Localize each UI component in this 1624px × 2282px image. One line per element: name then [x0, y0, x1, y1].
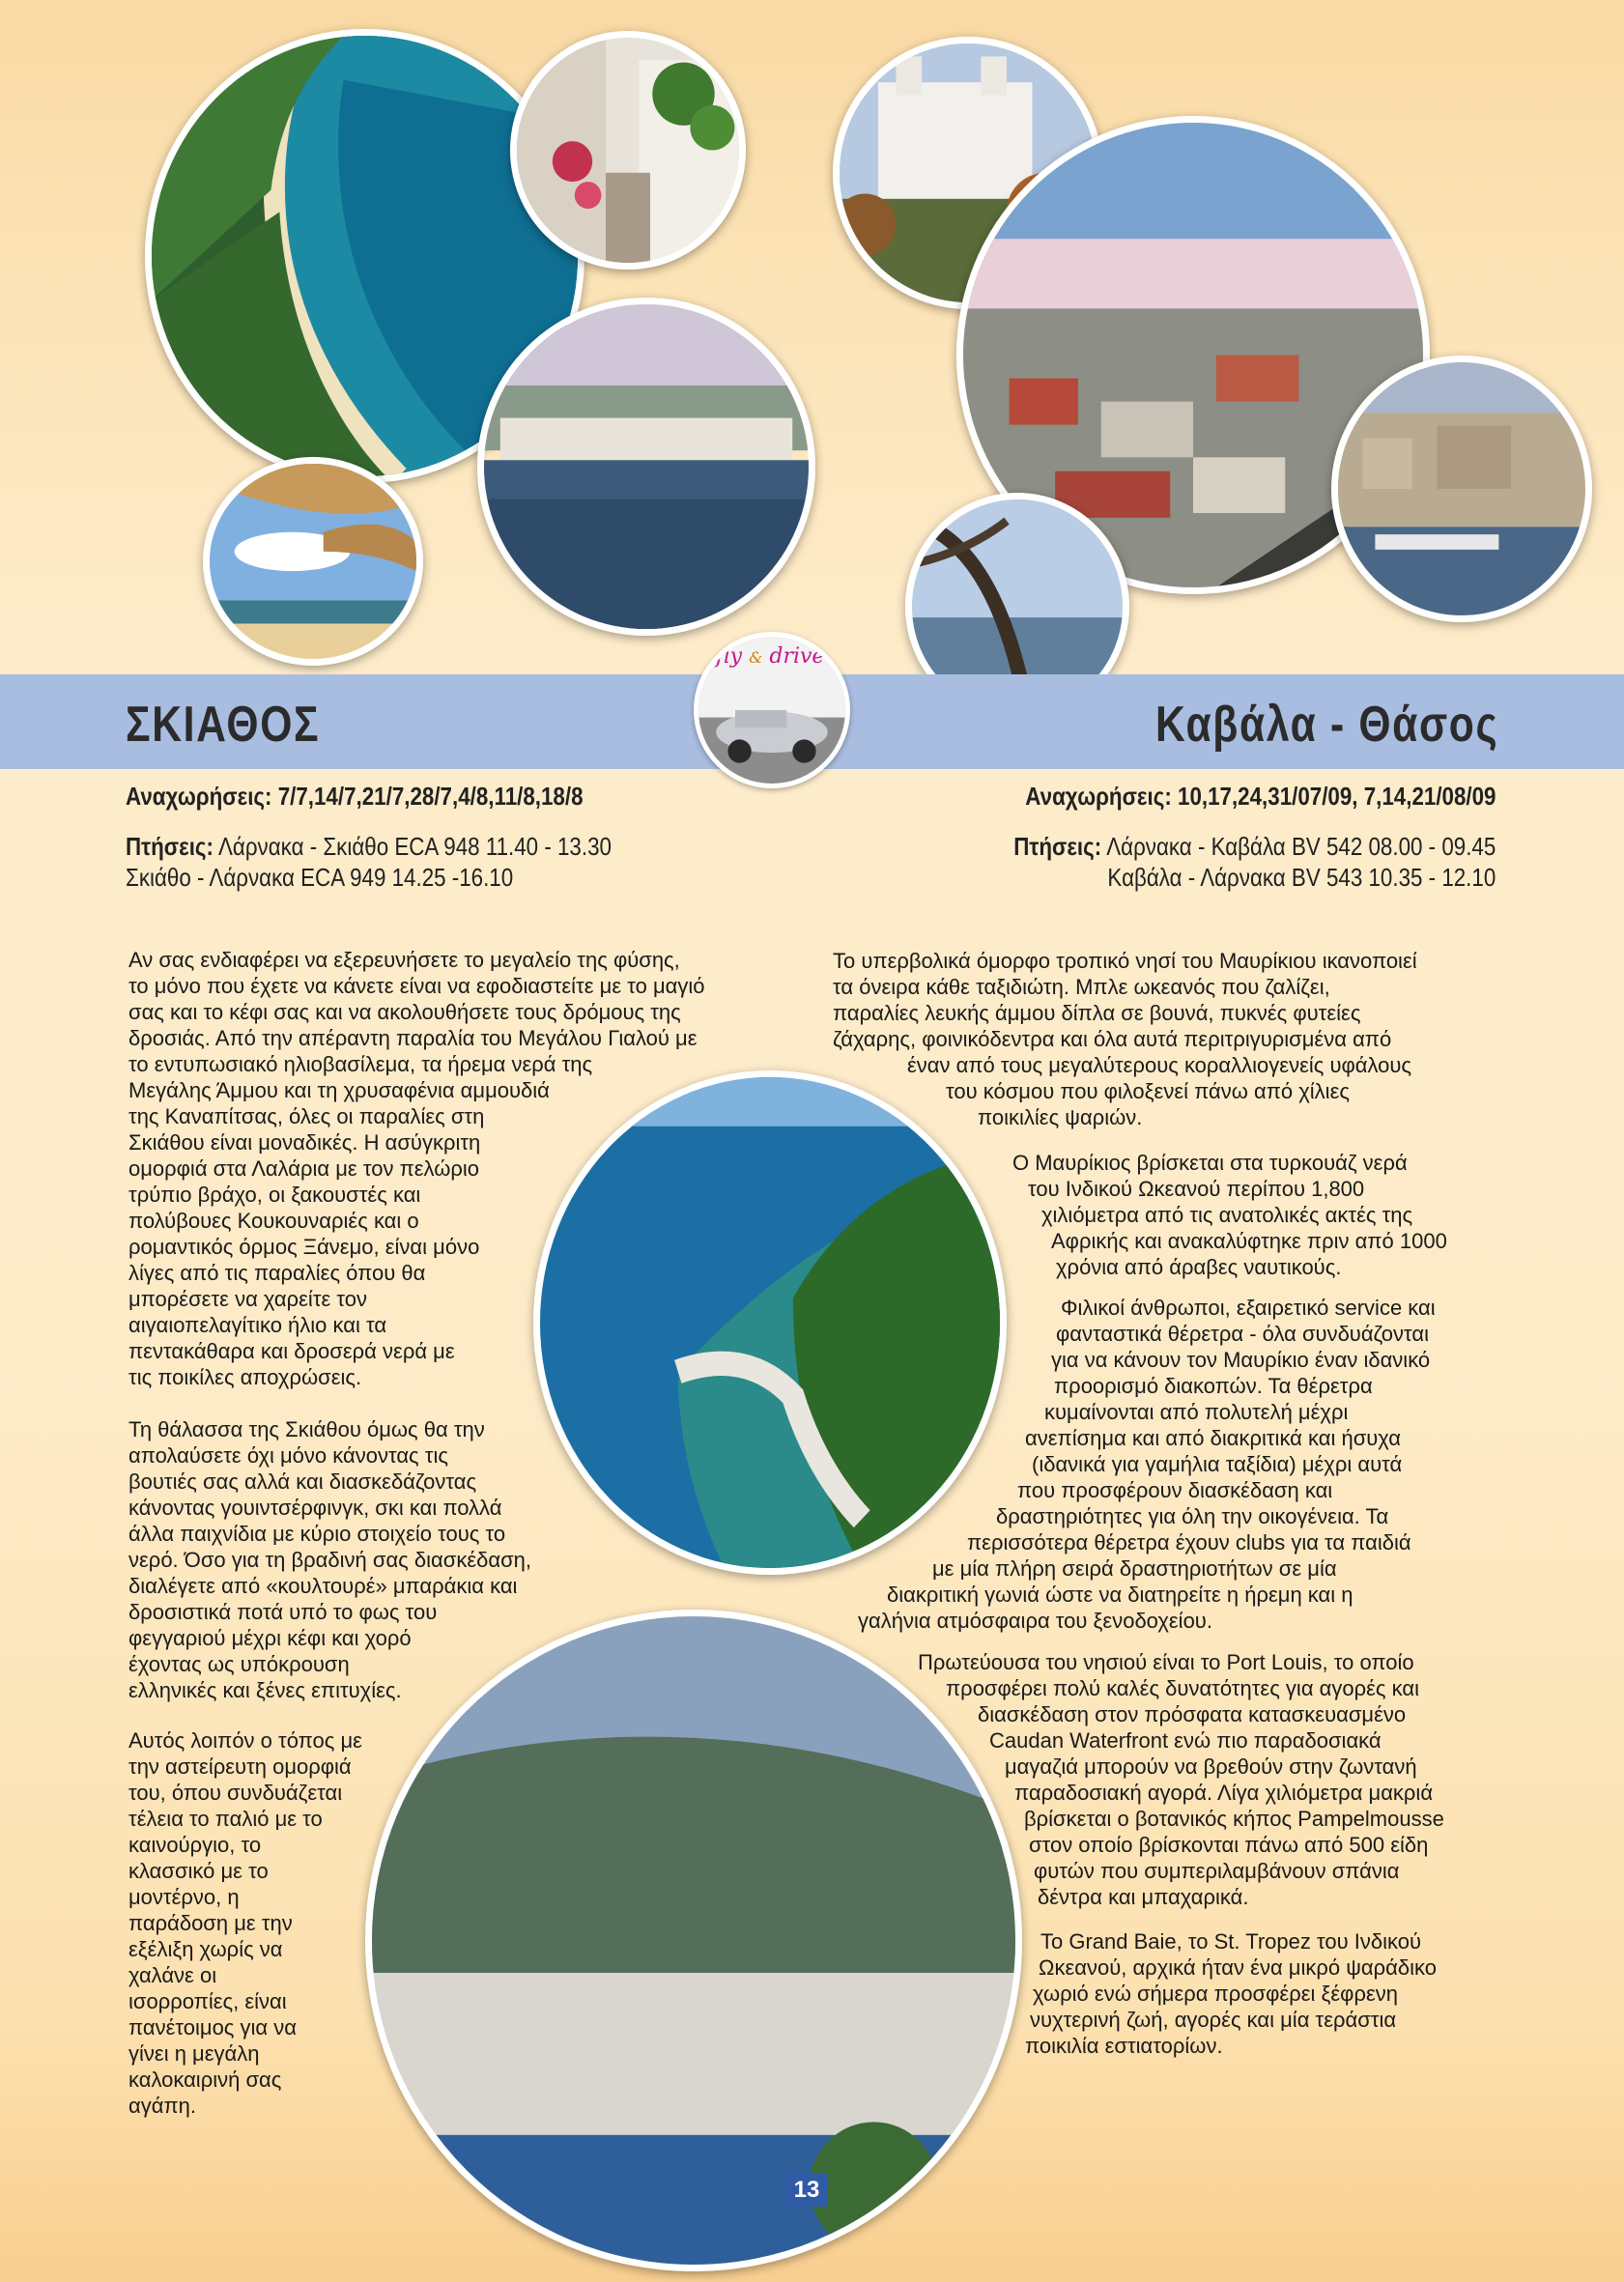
- text-line: παράδοση με την: [128, 1911, 293, 1935]
- text-line: Σκιάθου είναι μοναδικές. Η ασύγκριτη: [128, 1130, 481, 1155]
- text-line: ποικιλία εστιατορίων.: [1025, 2034, 1223, 2058]
- logo-ampersand: &: [749, 648, 763, 667]
- text-line: δροσιάς. Από την απέραντη παραλία του Μεγάλου Γιαλού με: [128, 1026, 698, 1050]
- text-line: άλλα παιχνίδια με κύριο στοιχείο τους το: [128, 1522, 506, 1546]
- text-line: Το υπερβολικά όμορφο τροπικό νησί του Μαυρίκιου ικανοποιεί: [833, 949, 1417, 973]
- text-line: διαλέγετε από «κουλτουρέ» μπαράκια και: [128, 1574, 518, 1598]
- text-line: έναν από τους μεγαλύτερους κοραλλιογενείς υφάλους: [907, 1053, 1412, 1077]
- logo-word-fly: fly: [716, 644, 743, 669]
- text-line: Πρωτεύουσα του νησιού είναι το Port Louis, το οποίο: [918, 1650, 1414, 1674]
- text-line: χρόνια από άραβες ναυτικούς.: [1056, 1255, 1342, 1279]
- text-line: φεγγαριού μέχρι κέφι και χορό: [128, 1626, 412, 1650]
- text-line: Μεγάλης Άμμου και τη χρυσαφένια αμμουδιά: [128, 1078, 550, 1102]
- text-line: πανέτοιμος για να: [128, 2015, 297, 2040]
- mauritius-paragraph-5: [1024, 1928, 1437, 2059]
- mauritius-paragraph-1: [833, 948, 1417, 1130]
- text-line: Αφρικής και ανακαλύφτηκε πριν από 1000: [1051, 1229, 1447, 1253]
- text-line: για να κάνουν τον Μαυρίκιο έναν ιδανικό: [1051, 1348, 1431, 1372]
- text-line: ζάχαρης, φοινικόδεντρα και όλα αυτά περιτριγυρισμένα από: [833, 1027, 1392, 1051]
- flight-outbound: Λάρνακα - Καβάλα BV 542 08.00 - 09.45: [1105, 832, 1496, 861]
- text-line: Caudan Waterfront ενώ πιο παραδοσιακά: [989, 1728, 1382, 1753]
- text-line: χιλιόμετρα από τις ανατολικές ακτές της: [1041, 1203, 1413, 1227]
- text-line: πολύβουες Κουκουναριές και ο: [128, 1209, 419, 1233]
- text-line: Τη θάλασσα της Σκιάθου όμως θα την: [128, 1417, 485, 1441]
- mauritius-paragraph-4: [918, 1649, 1444, 1910]
- text-line: τέλεια το παλιό με το: [128, 1807, 323, 1831]
- skiathos-paragraph-3: [128, 1727, 362, 2119]
- text-line: γαλήνια ατμόσφαιρα του ξενοδοχείου.: [858, 1609, 1212, 1633]
- flight-return: Σκιάθο - Λάρνακα ECA 949 14.25 -16.10: [126, 863, 514, 892]
- text-line: του, όπου συνδυάζεται: [128, 1781, 343, 1805]
- text-line: Το Grand Baie, το St. Tropez του Ινδικού: [1040, 1929, 1421, 1954]
- text-line: Ωκεανού, αρχικά ήταν ένα μικρό ψαράδικο: [1039, 1955, 1437, 1980]
- text-line: κυμαίνονται από πολυτελή μέχρι: [1044, 1400, 1349, 1424]
- departures-skiathos: [126, 781, 584, 812]
- text-line: προορισμό διακοπών. Τα θέρετρα: [1054, 1374, 1373, 1398]
- text-line: καινούργιο, το: [128, 1833, 262, 1857]
- text-line: φανταστικά θέρετρα - όλα συνδυάζονται: [1056, 1322, 1430, 1346]
- text-line: πεντακάθαρα και δροσερά νερά με: [128, 1339, 455, 1363]
- mauritius-paragraph-3: [858, 1295, 1436, 1634]
- text-line: εξέλιξη χωρίς να: [128, 1937, 283, 1961]
- photo-skiathos-harbor: [477, 298, 815, 636]
- text-line: το εντυπωσιακό ηλιοβασίλεμα, τα ήρεμα νερά της: [128, 1052, 593, 1076]
- text-line: κλασσικό με το: [128, 1859, 269, 1883]
- departures-dates: 7/7,14/7,21/7,28/7,4/8,11/8,18/8: [277, 782, 584, 811]
- flight-outbound: Λάρνακα - Σκιάθο ECA 948 11.40 - 13.30: [217, 832, 612, 861]
- text-line: γίνει η μεγάλη: [128, 2041, 260, 2066]
- text-line: του Ινδικού Ωκεανού περίπου 1,800: [1028, 1177, 1365, 1201]
- text-line: διασκέδαση στον πρόσφατα κατασκευασμένο: [978, 1702, 1407, 1726]
- photo-skiathos-alley: [510, 31, 746, 270]
- photo-kavala-port: [1331, 356, 1592, 622]
- text-line: μπορέσετε να χαρείτε τον: [128, 1287, 368, 1311]
- flights-skiathos: [126, 831, 612, 893]
- departures-dates: 10,17,24,31/07/09, 7,14,21/08/09: [1177, 782, 1496, 811]
- text-line: καλοκαιρινή σας: [128, 2068, 282, 2092]
- text-line: ομορφιά στα Λαλάρια με τον πελώριο: [128, 1156, 480, 1181]
- text-line: προσφέρει πολύ καλές δυνατότητες για αγορές και: [946, 1676, 1419, 1700]
- text-line: απολαύσετε όχι μόνο κάνοντας τις: [128, 1443, 448, 1468]
- text-line: φυτών που συμπεριλαμβάνουν σπάνια: [1034, 1859, 1400, 1883]
- text-line: χωριό ενώ σήμερα προσφέρει ξέφρενη: [1033, 1982, 1399, 2006]
- text-line: παραδοσιακή αγορά. Λίγα χιλιόμετρα μακριά: [1014, 1781, 1434, 1805]
- text-line: Αν σας ενδιαφέρει να εξερευνήσετε το μεγαλείο της φύσης,: [128, 948, 680, 972]
- text-line: διακριτική γωνιά ώστε να διατηρείτε η ήρεμη και η: [887, 1583, 1353, 1607]
- text-line: Φιλικοί άνθρωποι, εξαιρετικό service και: [1061, 1296, 1436, 1320]
- text-line: χαλάνε οι: [128, 1963, 217, 1987]
- text-line: τα όνειρα κάθε ταξιδιώτη. Μπλε ωκεανός που ζαλίζει,: [833, 975, 1330, 999]
- text-line: τρύπιο βράχο, οι ξακουστές και: [128, 1183, 421, 1207]
- text-line: κάνοντας γουιντσέρφινγκ, σκι και πολλά: [128, 1496, 502, 1520]
- text-line: που προσφέρουν διασκέδαση και: [1017, 1478, 1333, 1502]
- text-line: την αστείρευτη ομορφιά: [128, 1754, 352, 1779]
- text-line: Ο Μαυρίκιος βρίσκεται στα τυρκουάζ νερά: [1012, 1151, 1408, 1175]
- text-line: ρομαντικός όρμος Ξάνεμο, είναι μόνο: [128, 1235, 480, 1259]
- mauritius-paragraph-2: [1012, 1150, 1447, 1280]
- text-line: σας και το κέφι σας και να ακολουθήσετε τους δρόμους της: [128, 1000, 681, 1024]
- text-line: περισσότερα θέρετρα έχουν clubs για τα παιδιά: [967, 1530, 1411, 1555]
- text-line: αγάπη.: [128, 2094, 196, 2118]
- fly-and-drive-logo: [694, 632, 850, 788]
- skiathos-paragraph-1: [128, 947, 705, 1390]
- text-line: με μία πλήρη σειρά δραστηριοτήτων σε μία: [932, 1556, 1337, 1581]
- text-line: μαγαζιά μπορούν να βρεθούν στην ζωντανή: [1005, 1754, 1417, 1779]
- text-line: δέντρα και μπαχαρικά.: [1038, 1885, 1249, 1909]
- flights-kavala: [1013, 831, 1496, 893]
- text-line: ισορροπίες, είναι: [128, 1989, 287, 2013]
- text-line: βρίσκεται ο βοτανικός κήπος Pampelmousse: [1024, 1807, 1444, 1831]
- text-line: λίγες από τις παραλίες όπου θα: [128, 1261, 426, 1285]
- text-line: δραστηριότητες για όλη την οικογένεια. Τα: [996, 1504, 1389, 1528]
- text-line: ποικιλίες ψαριών.: [978, 1105, 1143, 1129]
- departures-kavala: [1025, 781, 1496, 812]
- text-line: (ιδανικά για γαμήλια ταξίδια) μέχρι αυτά: [1032, 1452, 1403, 1476]
- skiathos-paragraph-2: [128, 1416, 531, 1703]
- flights-label: Πτήσεις:: [126, 832, 214, 861]
- flight-return: Καβάλα - Λάρνακα BV 543 10.35 - 12.10: [1107, 863, 1496, 892]
- text-line: μοντέρνο, η: [128, 1885, 240, 1909]
- text-line: δροσιστικά ποτά υπό το φως του: [128, 1600, 438, 1624]
- destination-title-kavala: Καβάλα - Θάσος: [1154, 697, 1498, 753]
- text-line: έχοντας ως υπόκρουση: [128, 1652, 350, 1676]
- text-line: το μόνο που έχετε να κάνετε είναι να εφοδιαστείτε με το μαγιό: [128, 974, 705, 998]
- text-line: ανεπίσημα και από διακριτικά και ήσυχα: [1025, 1426, 1401, 1450]
- page-number: 13: [785, 2174, 828, 2207]
- text-line: νερό. Όσο για τη βραδινή σας διασκέδαση,: [128, 1548, 532, 1572]
- logo-word-drive: drive: [769, 644, 825, 669]
- departures-label: Αναχωρήσεις:: [1024, 782, 1172, 811]
- text-line: αιγαιοπελαγίτικο ήλιο και τα: [128, 1313, 387, 1337]
- text-line: βουτιές σας αλλά και διασκεδάζοντας: [128, 1469, 477, 1494]
- text-line: νυχτερινή ζωή, αγορές και μία τεράστια: [1030, 2008, 1397, 2032]
- text-line: της Καναπίτσας, όλες οι παραλίες στη: [128, 1104, 485, 1128]
- departures-label: Αναχωρήσεις:: [126, 782, 272, 811]
- destination-title-skiathos: ΣΚΙΑΘΟΣ: [126, 697, 321, 753]
- text-line: στον οποίο βρίσκονται πάνω από 500 είδη: [1029, 1833, 1429, 1857]
- text-line: τις ποικίλες αποχρώσεις.: [128, 1365, 362, 1389]
- text-line: του κόσμου που φιλοξενεί πάνω από χίλιες: [946, 1079, 1350, 1103]
- text-line: ελληνικές και ξένες επιτυχίες.: [128, 1678, 402, 1702]
- flights-label: Πτήσεις:: [1012, 832, 1101, 861]
- text-line: παραλίες λευκής άμμου δίπλα σε βουνά, πυκνές φυτείες: [833, 1001, 1361, 1025]
- text-line: Αυτός λοιπόν ο τόπος με: [128, 1728, 362, 1753]
- photo-skiathos-umbrellas: [203, 457, 423, 666]
